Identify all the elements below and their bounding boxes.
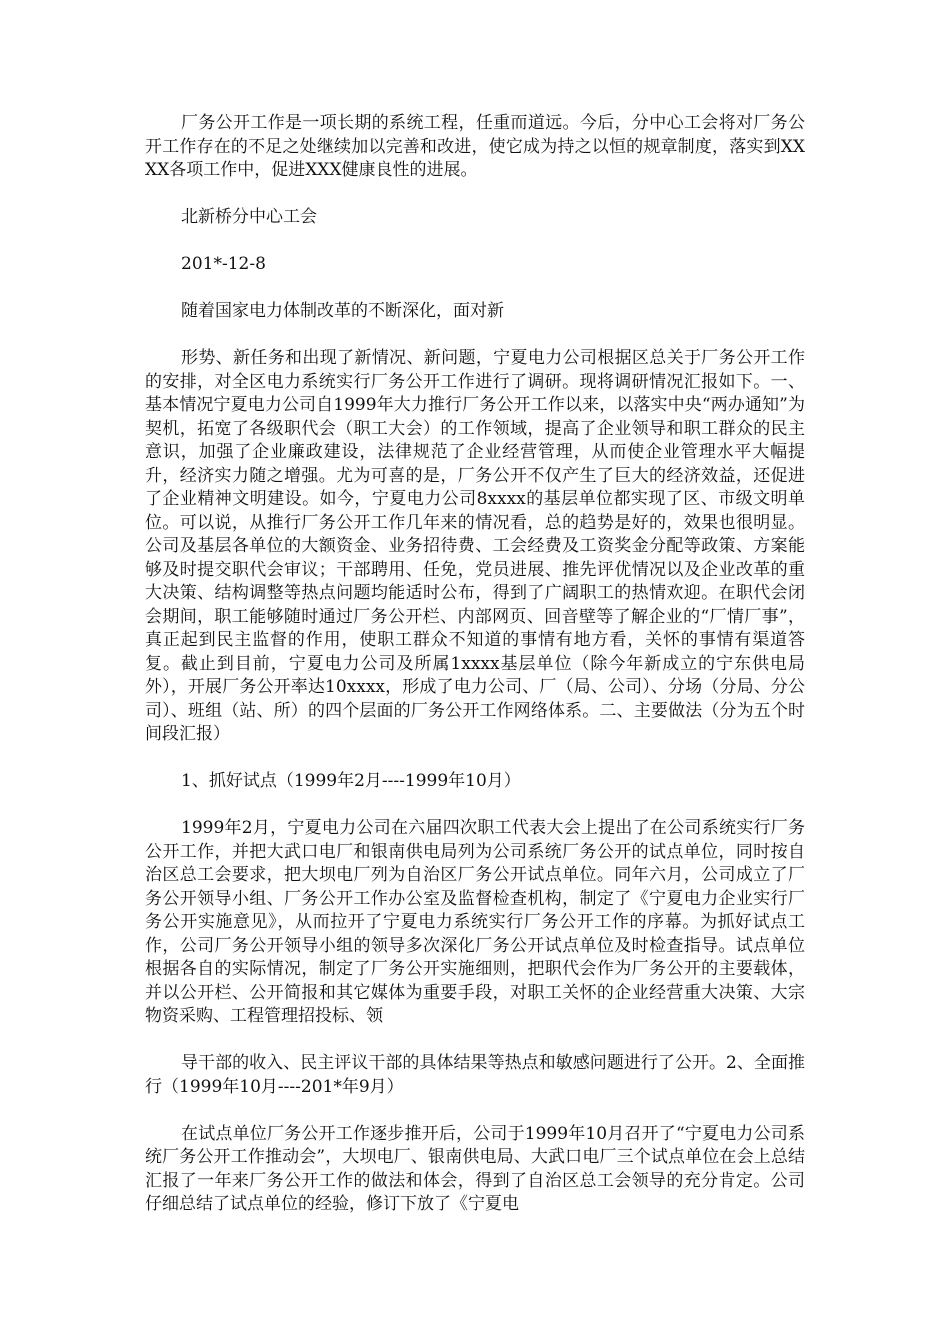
paragraph-pilot-details: 1999年2月，宁夏电力公司在六届四次职工代表大会上提出了在公司系统实行厂务公开工作，并把大武口电厂和银南供电局列为公司系统厂务公开的试点单位，同时按自治区总工会要求，把大坝电厂列为自治区厂务公开试点单位。同年六月，公司成立了厂务公开领导小组、厂务公开工作办公室及监督检查机构，制定了《宁夏电力企业实行厂务公开实施意见》，从而拉开了宁夏电力系统实行厂务公开工作的序幕。为抓好试点工作，公司厂务公开领导小组的领导多次深化厂务公开试点单位及时检查指导。试点单位根据各自的实际情况，制定了厂务公开实施细则，把职代会作为厂务公开的主要载体，并以公开栏、公开简报和其它媒体为重要手段，对职工关怀的企业经营重大决策、大宗物资采购、工程管理招投标、领 xyxy=(145,818,805,1026)
paragraph-signature-date: 201*-12-8 xyxy=(181,254,266,274)
paragraph-report-intro: 随着国家电力体制改革的不断深化，面对新 xyxy=(181,301,504,321)
document-body xyxy=(145,112,805,1240)
paragraph-rollout-details: 在试点单位厂务公开工作逐步推开后，公司于1999年10月召开了“宁夏电力公司系统厂务公开工作推动会”，大坝电厂、银南供电局、大武口电厂三个试点单位在会上总结汇报了一年来厂务公开工作的做法和体会，得到了自治区总工会领导的充分肯定。公司仔细总结了试点单位的经验，修订下放了《宁夏电 xyxy=(145,1123,805,1214)
paragraph-basic-situation: 形势、新任务和出现了新情况、新问题，宁夏电力公司根据区总关于厂务公开工作的安排，对全区电力系统实行厂务公开工作进行了调研。现将调研情况汇报如下。一、基本情况宁夏电力公司自1999年大力推行厂务公开工作以来，以落实中央“两办通知”为契机，拓宽了各级职代会（职工大会）的工作领域，提高了企业领导和职工群众的民主意识，加强了企业廉政建设，法律规范了企业经营管理，从而使企业管理水平大幅提升，经济实力随之增强。尤为可喜的是，厂务公开不仅产生了巨大的经济效益，还促进了企业精神文明建设。如今，宁夏电力公司8xxxx的基层单位都实现了区、市级文明单位。可以说，从推行厂务公开工作几年来的情况看，总的趋势是好的，效果也很明显。公司及基层各单位的大额资金、业务招待费、工会经费及工资奖金分配等政策、方案能够及时提交职代会审议；干部聘用、任免，党员进展、推先评优情况以及企业改革的重大决策、结构调整等热点问题均能适时公布，得到了广阔职工的热情欢迎。在职代会闭会期间，职工能够随时通过厂务公开栏、内部网页、回音壁等了解企业的“厂情厂事”，真正起到民主监督的作用，使职工群众不知道的事情有地方看，关怀的事情有渠道答复。截止到目前，宁夏电力公司及所属1xxxx基层单位（除今年新成立的宁东供电局外），开展厂务公开率达10xxxx，形成了电力公司、厂（局、公司）、分场（分局、分公司）、班组（站、所）的四个层面的厂务公开工作网络体系。二、主要做法（分为五个时间段汇报） xyxy=(145,348,805,744)
paragraph-full-rollout-heading: 导干部的收入、民主评议干部的具体结果等热点和敏感问题进行了公开。2、全面推行（1999年10月----201*年9月） xyxy=(145,1053,805,1097)
paragraph-closing-remarks: 厂务公开工作是一项长期的系统工程，任重而道远。今后，分中心工会将对厂务公开工作存在的不足之处继续加以完善和改进，使它成为持之以恒的规章制度，落实到XXXX各项工作中，促进XXX健康良性的进展。 xyxy=(145,113,805,180)
paragraph-heading-pilot: 1、抓好试点（1999年2月----1999年10月） xyxy=(181,771,521,791)
paragraph-signature-org: 北新桥分中心工会 xyxy=(181,207,317,227)
